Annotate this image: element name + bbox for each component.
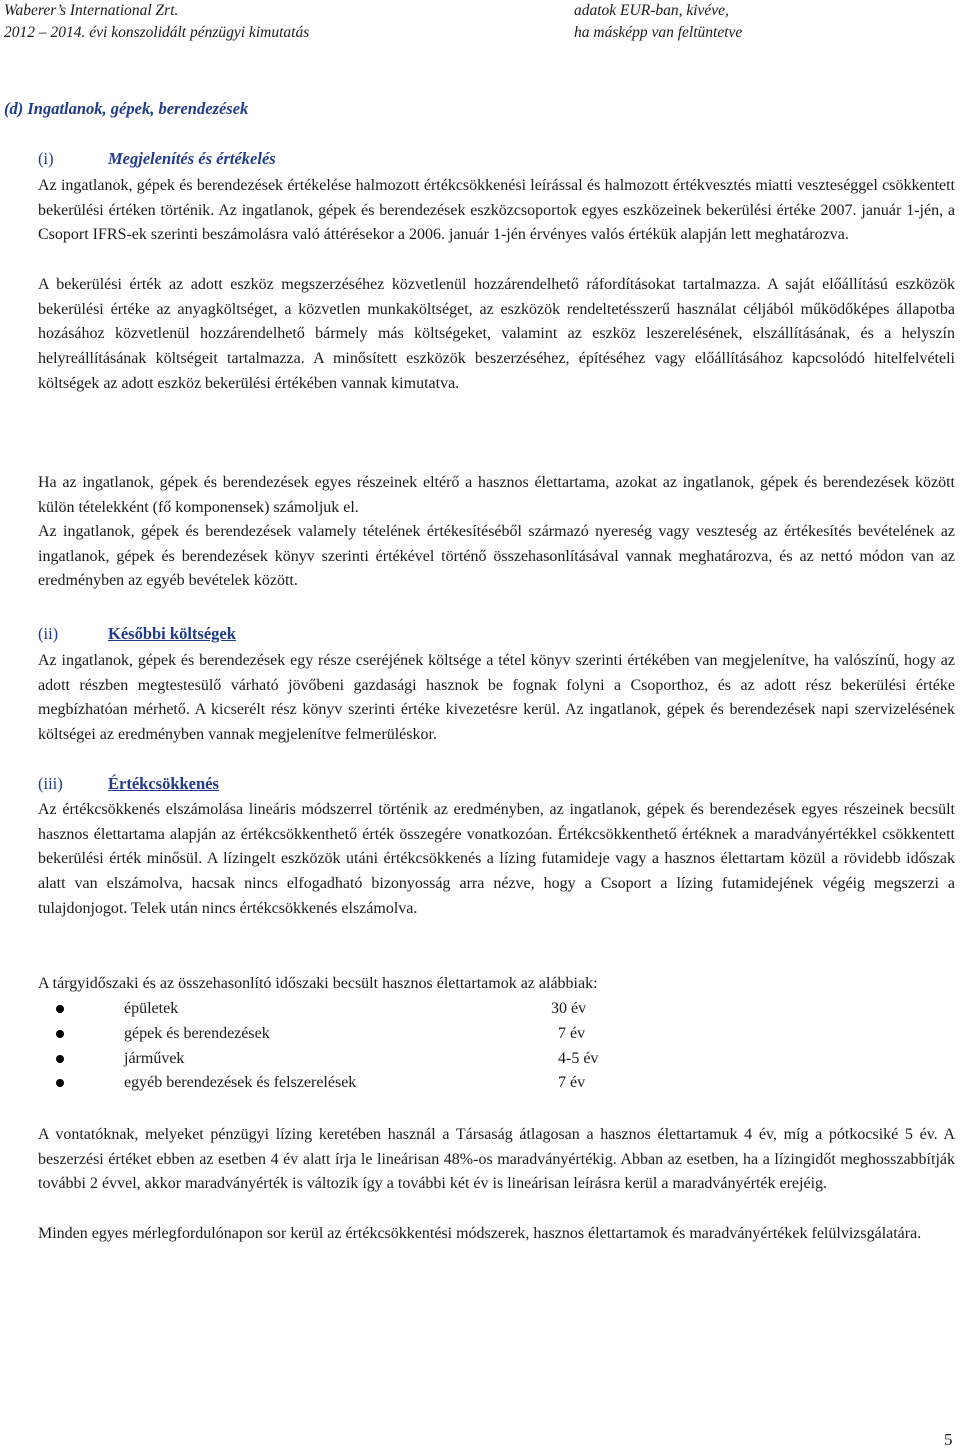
company-name: Waberer’s International Zrt. xyxy=(4,2,179,19)
subsection-title: Értékcsökkenés xyxy=(108,774,219,793)
bullet-icon xyxy=(56,1030,64,1038)
page-header-right xyxy=(574,0,742,44)
asset-category: épületek xyxy=(124,1000,179,1018)
subsection-heading-2 xyxy=(38,624,236,644)
subsection-title: Későbbi költségek xyxy=(108,624,236,643)
asset-category: egyéb berendezések és felszerelések xyxy=(124,1074,357,1092)
page-number: 5 xyxy=(944,1430,953,1449)
paragraph-annual-review: Minden egyes mérlegfordulónapon sor kerül az értékcsökkentési módszerek, hasznos élettartamok és maradványértékek felülvizsgálatára. xyxy=(38,1225,922,1242)
list-item xyxy=(38,1046,638,1071)
subsection-number: (i) xyxy=(38,149,54,168)
subsection-heading-1 xyxy=(38,149,276,169)
currency-note-2: ha másképp van feltüntetve xyxy=(574,24,743,41)
paragraph-depreciation: Az értékcsökkenés elszámolása lineáris módszerrel történik az eredményben, az ingatlanok, gépek és berendezések egyes részeinek becsült hasznos élettartama alapján az értékcsökkenthető érték összegére vonatkozóan. Értékcsökkenthető értéknek a maradványértékkel csökkentett bekerülési érték minősül. A lízingelt eszközök utáni értékcsökkenés a lízing futamideje vagy a hasznos élettartam közül a rövidebb időszak alatt van elszámolva, hacsak nincs elfogadható bizonyosság arra nézve, hogy a Csoport a lízing futamidejének végéig megszerzi a tulajdonjogot. Telek után nincs értékcsökkenés elszámolva. xyxy=(38,801,955,917)
subsection-title: Megjelenítés és értékelés xyxy=(108,149,276,168)
section-title: (d) Ingatlanok, gépek, berendezések xyxy=(4,99,249,118)
subsection-heading-3 xyxy=(38,774,219,794)
paragraph-disposal: Az ingatlanok, gépek és berendezések valamely tételének értékesítéséből származó nyereség vagy veszteség az értékesítés bevételének az ingatlanok, gépek és berendezések könyv szerinti értékével történő összehasonlításával vannak meghatározva, és az nettó módon van az eredményben az egyéb bevételek között. xyxy=(38,523,955,590)
paragraph-tractors-leasing: A vontatóknak, melyeket pénzügyi lízing keretében használ a Társaság átlagosan a hasznos élettartamuk 4 év, míg a pótkocsiké 5 év. A beszerzési értéket ebben az esetben 4 év alatt írja le lineárisan 48%-os maradványértékig. Abban az esetben, ha a lízingidőt meghosszabbítják további 2 évvel, akkor maradványérték is változik így a további két év is lineárisan leírásra kerül a maradványérték erejéig. xyxy=(38,1126,955,1193)
paragraph-presentation: Az ingatlanok, gépek és berendezések értékelése halmozott értékcsökkenési leírással és halmozott értékvesztés miatti veszteséggel csökkentett bekerülési értéken történik. Az ingatlanok, gépek és berendezések eszközcsoportok egyes eszközeinek bekerülési értéke 2007. január 1-jén, a Csoport IFRS-ek szerinti beszámolásra való áttérésekor a 2006. január 1-jén érvényes valós értékük alapján lett meghatározva. xyxy=(38,177,955,244)
bullet-icon xyxy=(56,1055,64,1063)
useful-life: 7 év xyxy=(558,1074,586,1092)
asset-category: gépek és berendezések xyxy=(124,1025,270,1043)
paragraph-useful-lives-intro: A tárgyidőszaki és az összehasonlító időszaki becsült hasznos élettartamok az alábbiak: xyxy=(38,975,598,992)
paragraph-components: Ha az ingatlanok, gépek és berendezések egyes részeinek eltérő a hasznos élettartama, azokat az ingatlanok, gépek és berendezések között külön tételekként (fő komponensek) számoljuk el. xyxy=(38,474,955,516)
bullet-icon xyxy=(56,1079,64,1087)
list-item xyxy=(38,1071,638,1096)
list-item xyxy=(38,997,638,1022)
list-item xyxy=(38,1022,638,1047)
report-period: 2012 – 2014. évi konszolidált pénzügyi kimutatás xyxy=(4,24,310,41)
page-header-left xyxy=(4,0,309,44)
useful-life: 4-5 év xyxy=(558,1049,599,1067)
useful-lives-list xyxy=(38,997,638,1096)
paragraph-subsequent-costs: Az ingatlanok, gépek és berendezések egy része cseréjének költsége a tétel könyv szerinti értékében van megjelenítve, ha valószínű, hogy az adott részben megtestesülő várható jövőbeni gazdasági hasznok be fognak folyni a Csoporthoz, és az adott rész bekerülési értéke megbízhatóan mérhető. A kicserélt rész könyv szerinti értéke kivezetésre kerül. Az ingatlanok, gépek és berendezések napi szervizelésének költségei az eredményben vannak megjelenítve felmerüléskor. xyxy=(38,652,955,744)
subsection-number: (iii) xyxy=(38,774,63,793)
bullet-icon xyxy=(56,1005,64,1013)
asset-category: járművek xyxy=(124,1049,185,1067)
useful-life: 7 év xyxy=(558,1025,586,1043)
useful-life: 30 év xyxy=(551,1000,587,1018)
paragraph-cost-composition: A bekerülési érték az adott eszköz megszerzéséhez közvetlenül hozzárendelhető ráfordításokat tartalmazza. A saját előállítású eszközök bekerülési értéke az anyagköltséget, a közvetlen munkaköltséget, az eszközök rendeltetésszerű használat céljából működőképes állapotba hozásához közvetlenül hozzárendelhető bármely más költségeket, valamint az eszköz leszerelésének, elszállításának, és a helyszín helyreállításának költségeit tartalmazza. A minősített eszközök beszerzéséhez, építéséhez vagy előállításához kapcsolódó hitelfelvételi költségek az adott eszköz bekerülési értékében vannak kimutatva. xyxy=(38,276,955,392)
subsection-number: (ii) xyxy=(38,624,59,643)
currency-note-1: adatok EUR-ban, kivéve, xyxy=(574,2,729,19)
